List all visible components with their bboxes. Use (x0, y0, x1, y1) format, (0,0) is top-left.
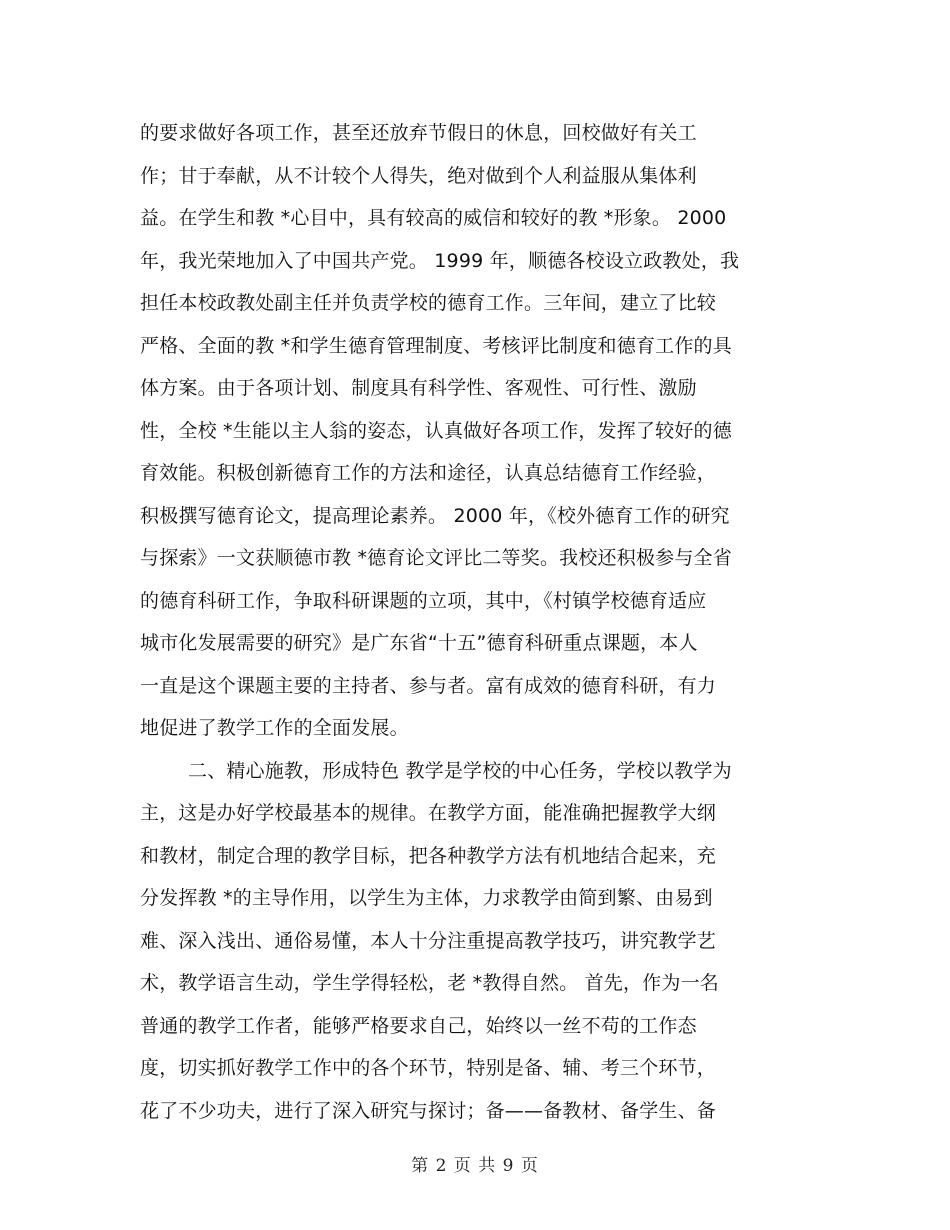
body-text (140, 112, 800, 1132)
text-line: 积极撰写德育论文，提高理论素养。 2000 年，《校外德育工作的研究 (140, 504, 730, 527)
section-heading-line: 二、精心施教，形成特色 教学是学校的中心任务，学校以教学为 (188, 759, 732, 782)
text-line: 的要求做好各项工作，甚至还放弃节假日的休息，回校做好有关工 (140, 122, 697, 144)
text-line: 术，教学语言生动，学生学得轻松，老 *教得自然。 首先，作为一名 (140, 972, 719, 994)
text-line: 难、深入浅出、通俗易懂，本人十分注重提高教学技巧，讲究教学艺 (140, 929, 717, 952)
text-line: 地促进了教学工作的全面发展。 (140, 717, 409, 739)
text-line: 分发挥教 *的主导作用，以学生为主体，力求教学由简到繁、由易到 (140, 887, 713, 909)
text-line: 体方案。由于各项计划、制度具有科学性、客观性、可行性、激励 (140, 377, 697, 399)
text-line: 主，这是办好学校最基本的规律。在教学方面，能准确把握教学大纲 (140, 802, 717, 824)
text-line: 益。在学生和教 *心目中，具有较高的威信和较好的教 *形象。 2000 (140, 207, 727, 229)
text-line: 一直是这个课题主要的主持者、参与者。富有成效的德育科研，有力 (140, 674, 717, 697)
text-line: 度，切实抓好教学工作中的各个环节，特别是备、辅、考三个环节， (140, 1057, 717, 1079)
text-line: 担任本校政教处副主任并负责学校的德育工作。三年间，建立了比较 (140, 292, 717, 314)
text-line: 和教材，制定合理的教学目标，把各种教学方法有机地结合起来，充 (140, 844, 717, 867)
text-line: 普通的教学工作者，能够严格要求自己，始终以一丝不苟的工作态 (140, 1014, 697, 1037)
text-line: 性，全校 *生能以主人翁的姿态，认真做好各项工作，发挥了较好的德 (140, 419, 732, 442)
text-line: 年，我光荣地加入了中国共产党。 1999 年，顺德各校设立政教处，我 (140, 249, 740, 272)
text-line: 育效能。积极创新德育工作的方法和途径，认真总结德育工作经验， (140, 462, 717, 484)
text-line: 的德育科研工作，争取科研课题的立项，其中，《村镇学校德育适应 (140, 589, 707, 612)
text-line: 花了不少功夫，进行了深入研究与探讨；备——备教材、备学生、备 (140, 1099, 717, 1122)
text-line: 严格、全面的教 *和学生德育管理制度、考核评比制度和德育工作的具 (140, 334, 732, 357)
page-number-footer: 第 2 页 共 9 页 (411, 1156, 539, 1176)
text-line: 与探索》一文获顺德市教 *德育论文评比二等奖。我校还积极参与全省 (140, 547, 732, 569)
text-line: 城市化发展需要的研究》是广东省“十五”德育科研重点课题，本人 (140, 632, 698, 654)
text-line: 作；甘于奉献，从不计较个人得失，绝对做到个人利益服从集体利 (140, 164, 697, 187)
